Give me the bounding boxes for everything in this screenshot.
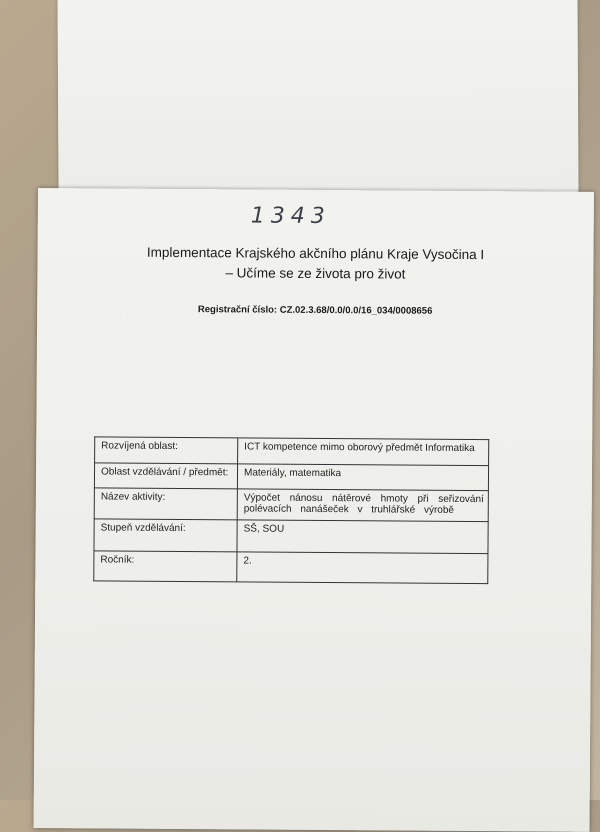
back-paper-sheet <box>57 0 578 196</box>
row-value: Výpočet nánosu nátěrové hmoty při seřizování polévacích nanášeček v truhlářské výrobě <box>237 489 488 522</box>
info-table <box>93 436 489 584</box>
row-value: ICT kompetence mimo oborový předmět Informatika <box>238 438 489 466</box>
row-label: Název aktivity: <box>94 488 237 520</box>
row-value: 2. <box>237 552 488 584</box>
row-label: Oblast vzdělávání / předmět: <box>94 463 237 489</box>
table-row <box>94 488 488 522</box>
row-label: Rozvíjená oblast: <box>95 437 238 464</box>
document-page <box>34 188 594 832</box>
handwritten-number: 1343 <box>250 203 331 230</box>
table-row <box>94 463 488 491</box>
table-row <box>94 519 488 554</box>
document-title: Implementace Krajského akčního plánu Kraje Vysočina I <box>146 244 485 263</box>
row-value: SŠ, SOU <box>237 520 488 554</box>
registration-number: Registrační číslo: CZ.02.3.68/0.0/0.0/16_034/0008656 <box>197 304 433 317</box>
document-subtitle: – Učíme se ze života pro život <box>225 265 406 282</box>
row-value: Materiály, matematika <box>237 464 488 491</box>
table-row <box>95 437 489 466</box>
table-row <box>94 551 488 584</box>
row-label: Ročník: <box>94 551 237 582</box>
row-label: Stupeň vzdělávání: <box>94 519 237 552</box>
